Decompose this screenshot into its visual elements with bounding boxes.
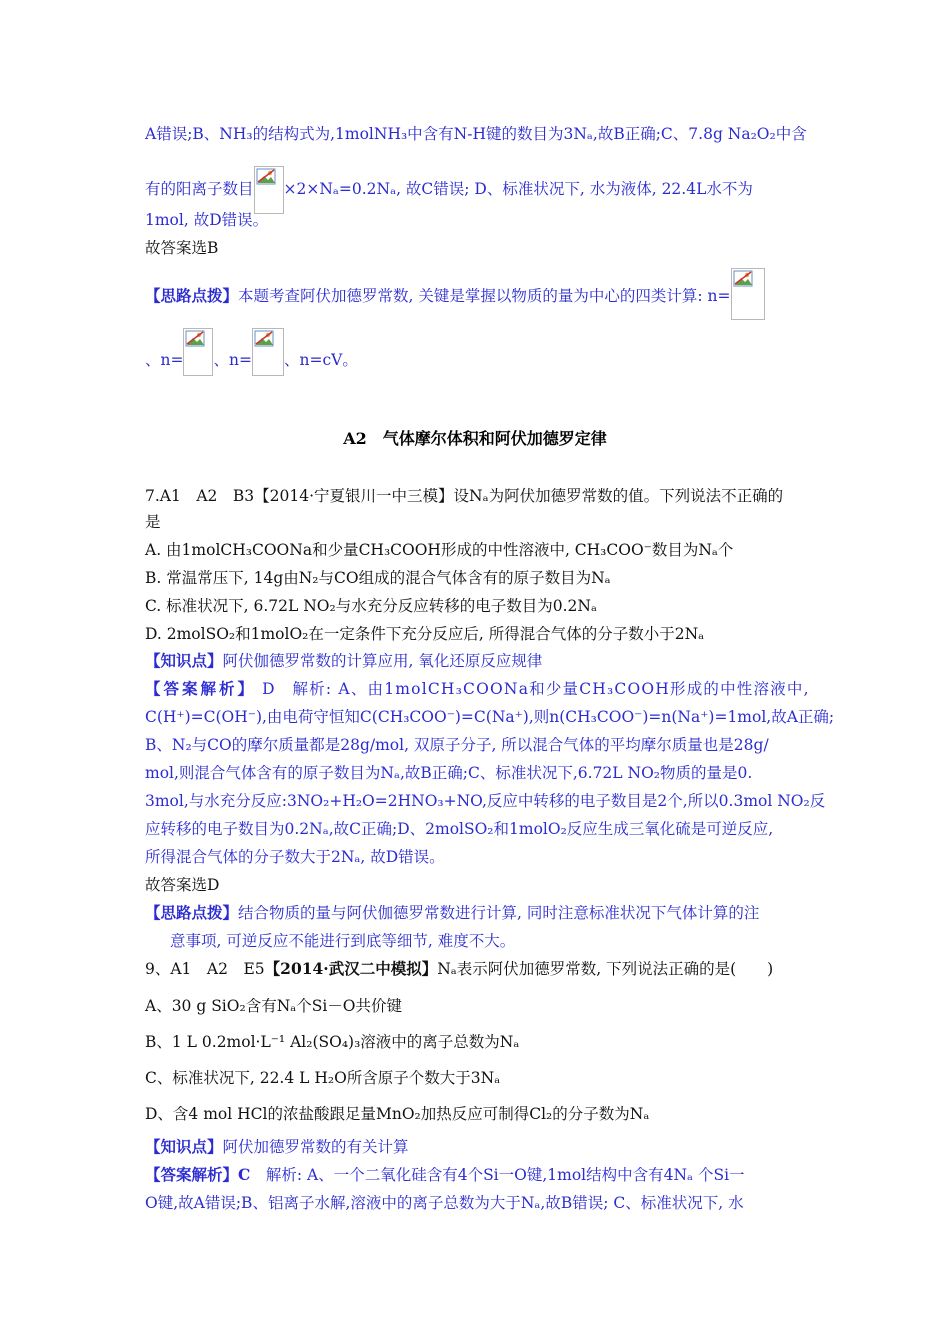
q9-option-c: C、标准状况下, 22.4 L H₂O所含原子个数大于3Nₐ (145, 1069, 501, 1087)
q6-analysis-line2 (145, 166, 753, 214)
q7-hint-text1: 结合物质的量与阿伏伽德罗常数进行计算, 同时注意标准状况下气体计算的注 (238, 904, 760, 922)
q6-hint-label: 【思路点拨】 (145, 286, 239, 305)
q6-hint (145, 286, 765, 320)
q6-analysis-line2-post: ×2×Nₐ=0.2Nₐ, 故C错误; D、标准状况下, 水为液体, 22.4L水不为 (283, 180, 753, 198)
formula-image-icon (183, 328, 213, 376)
q7-answer-line4: mol,则混合气体含有的原子数目为Nₐ,故B正确;C、标准状况下,6.72L NO₂物质的量是0. (145, 764, 753, 782)
q7-option-c: C. 标准状况下, 6.72L NO₂与水充分反应转移的电子数目为0.2Nₐ (145, 597, 597, 615)
q9-answer-line1 (145, 1165, 745, 1185)
q6-hint-text: 本题考查阿伏加德罗常数, 关键是掌握以物质的量为中心的四类计算: n= (238, 287, 731, 305)
q7-kp-label: 【知识点】 (145, 651, 223, 670)
q9-kp-label: 【知识点】 (145, 1137, 223, 1156)
q7-answer-line3: B、N₂与CO的摩尔质量都是28g/mol, 双原子分子, 所以混合气体的平均摩尔质量也是28g/ (145, 736, 769, 754)
q7-hint-line2: 意事项, 可逆反应不能进行到底等细节, 难度不大。 (170, 932, 516, 950)
q7-answer-line1 (145, 679, 810, 699)
q7-stem-line2: 是 (145, 513, 161, 531)
q6-hint-n3: 、n=cV。 (283, 351, 358, 369)
q9-stem-source: 【2014·武汉二中模拟】 (264, 959, 438, 978)
q9-kp-text: 阿伏加德罗常数的有关计算 (222, 1138, 409, 1156)
q6-analysis-line2-pre: 有的阳离子数目 (145, 180, 254, 198)
broken-image-icon (254, 166, 284, 214)
q7-option-a: A. 由1molCH₃COONa和少量CH₃COOH形成的中性溶液中, CH₃COO⁻数目为Nₐ个 (145, 541, 734, 559)
q9-knowledge-point (145, 1137, 409, 1157)
q9-option-a: A、30 g SiO₂含有Nₐ个Si－O共价键 (145, 997, 403, 1015)
q7-answer-line7: 所得混合气体的分子数大于2Nₐ, 故D错误。 (145, 848, 445, 866)
q6-analysis-line3: 1mol, 故D错误。 (145, 211, 269, 229)
q7-ans-label: 【答案解析】 (145, 679, 257, 698)
q6-hint-n1: 、n= (145, 351, 184, 369)
section-title: A2 气体摩尔体积和阿伏加德罗定律 (343, 429, 607, 448)
formula-image-icon (731, 268, 765, 320)
q6-answer: 故答案选B (145, 239, 219, 257)
q7-stem-line1: 7.A1 A2 B3【2014·宁夏银川一中三模】设Nₐ为阿伏加德罗常数的值。下列说法不正确的 (145, 487, 784, 505)
q7-knowledge-point (145, 651, 542, 671)
q9-option-b: B、1 L 0.2mol·L⁻¹ Al₂(SO₄)₃溶液中的离子总数为Nₐ (145, 1033, 520, 1051)
q7-answer-line2: C(H⁺)=C(OH⁻),由电荷守恒知C(CH₃COO⁻)=C(Na⁺),则n(CH₃COO⁻)=n(Na⁺)=1mol,故A正确; (145, 708, 835, 726)
q9-stem-pre: 9、A1 A2 E5 (145, 960, 265, 978)
q6-hint-n2: 、n= (213, 351, 252, 369)
formula-image-icon (252, 328, 284, 376)
q9-option-d: D、含4 mol HCl的浓盐酸跟足量MnO₂加热反应可制得Cl₂的分子数为Nₐ (145, 1105, 650, 1123)
q7-hint (145, 903, 759, 923)
q7-answer-line6: 应转移的电子数目为0.2Nₐ,故C正确;D、2molSO₂和1molO₂反应生成三氧化硫是可逆反应, (145, 820, 774, 838)
q6-hint-line2 (145, 350, 358, 376)
q7-hint-label: 【思路点拨】 (145, 903, 239, 922)
q7-kp-text: 阿伏伽德罗常数的计算应用, 氧化还原反应规律 (222, 652, 543, 670)
q9-stem (145, 959, 773, 979)
q7-option-d: D. 2molSO₂和1molO₂在一定条件下充分反应后, 所得混合气体的分子数小于2Nₐ (145, 625, 705, 643)
q7-answer-line5: 3mol,与水充分反应:3NO₂+H₂O=2HNO₃+NO,反应中转移的电子数目是2个,所以0.3mol NO₂反 (145, 792, 826, 810)
q9-ans-label: 【答案解析】 (145, 1165, 239, 1184)
q7-ans-text1: D 解析: A、由1molCH₃COONa和少量CH₃COOH形成的中性溶液中, (256, 680, 810, 698)
q6-analysis-line1: A错误;B、NH₃的结构式为,1molNH₃中含有N-H键的数目为3Nₐ,故B正确;C、7.8g Na₂O₂中含 (145, 125, 807, 143)
q7-option-b: B. 常温常压下, 14g由N₂与CO组成的混合气体含有的原子数目为Nₐ (145, 569, 611, 587)
q9-stem-post: Nₐ表示阿伏加德罗常数, 下列说法正确的是( ) (437, 960, 774, 978)
q9-answer-line2: O键,故A错误;B、铝离子水解,溶液中的离子总数为大于Nₐ,故B错误; C、标准状况下, 水 (145, 1194, 744, 1212)
q9-ans-text1: 解析: A、一个二氧化硅含有4个Si一O键,1mol结构中含有4Nₐ 个Si一 (250, 1166, 745, 1184)
q9-ans-letter: C (238, 1165, 251, 1184)
q7-answer: 故答案选D (145, 876, 220, 894)
